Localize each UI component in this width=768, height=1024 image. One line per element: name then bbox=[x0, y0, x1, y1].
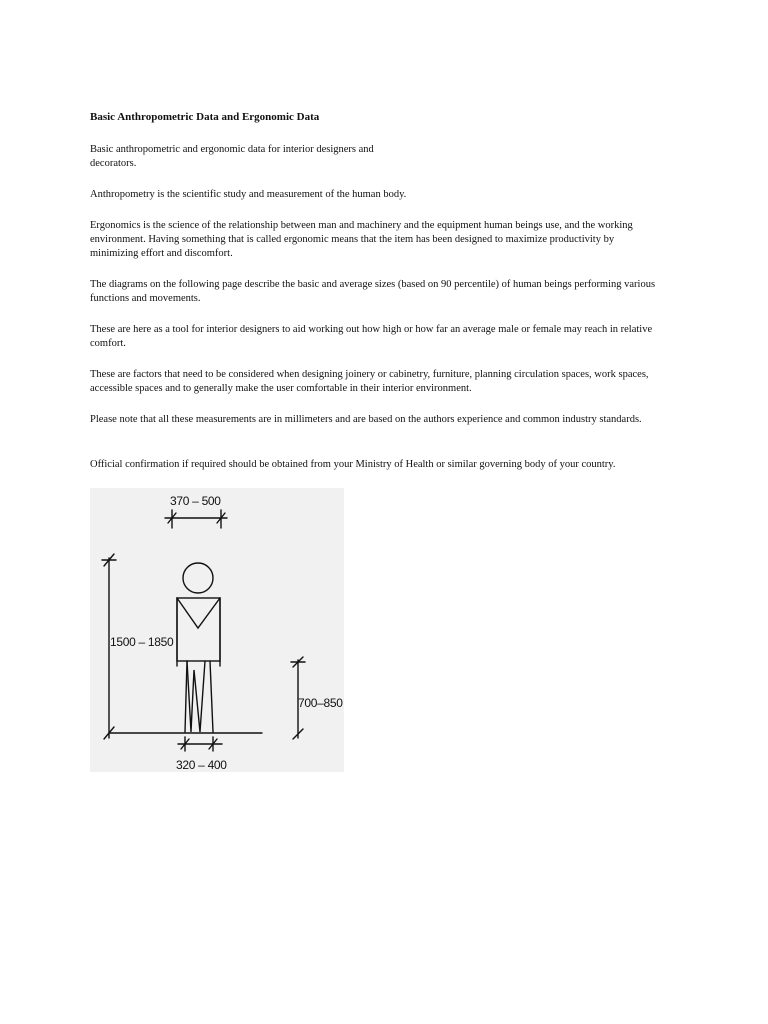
paragraph-ergonomics: Ergonomics is the science of the relationship between man and machinery and the equipment human beings use, and the working environment. Having something that is called ergonomic means that the item has been designed to maximize productivity by minimizing effort and discomfort. bbox=[90, 220, 633, 259]
paragraph-anthropometry: Anthropometry is the scientific study and measurement of the human body. bbox=[90, 189, 407, 200]
hip-height-label: 700–850 bbox=[298, 696, 343, 710]
legs-shape bbox=[187, 661, 205, 732]
height-label: 1500 – 1850 bbox=[110, 635, 174, 649]
head-shape bbox=[183, 563, 213, 593]
paragraph-tool: These are here as a tool for interior designers to aid working out how high or how far an average male or female may reach in relative comfort. bbox=[90, 324, 653, 349]
paragraph-diagrams: The diagrams on the following page describe the basic and average sizes (based on 90 percentile) of human beings performing various functions and movements. bbox=[90, 279, 656, 304]
shoulder-width-label: 370 – 500 bbox=[170, 494, 221, 508]
right-leg-outer bbox=[210, 661, 213, 732]
foot-width-label: 320 – 400 bbox=[176, 758, 227, 772]
paragraph-intro: Basic anthropometric and ergonomic data for interior designers and decorators. bbox=[90, 144, 374, 169]
left-leg-outer bbox=[185, 661, 187, 732]
paragraph-confirmation: Official confirmation if required should be obtained from your Ministry of Health or similar governing body of your country. bbox=[90, 459, 616, 470]
anthropometric-figure bbox=[90, 488, 344, 772]
standing-human-diagram bbox=[90, 488, 344, 772]
paragraph-factors: These are factors that need to be considered when designing joinery or cabinetry, furniture, planning circulation spaces, work spaces, accessible spaces and to generally make the user comfortable in their interior environment. bbox=[90, 369, 649, 394]
document-title: Basic Anthropometric Data and Ergonomic Data bbox=[90, 111, 320, 123]
torso-chevron bbox=[177, 598, 220, 628]
paragraph-measurements-note: Please note that all these measurements are in millimeters and are based on the authors experience and common industry standards. bbox=[90, 414, 642, 425]
